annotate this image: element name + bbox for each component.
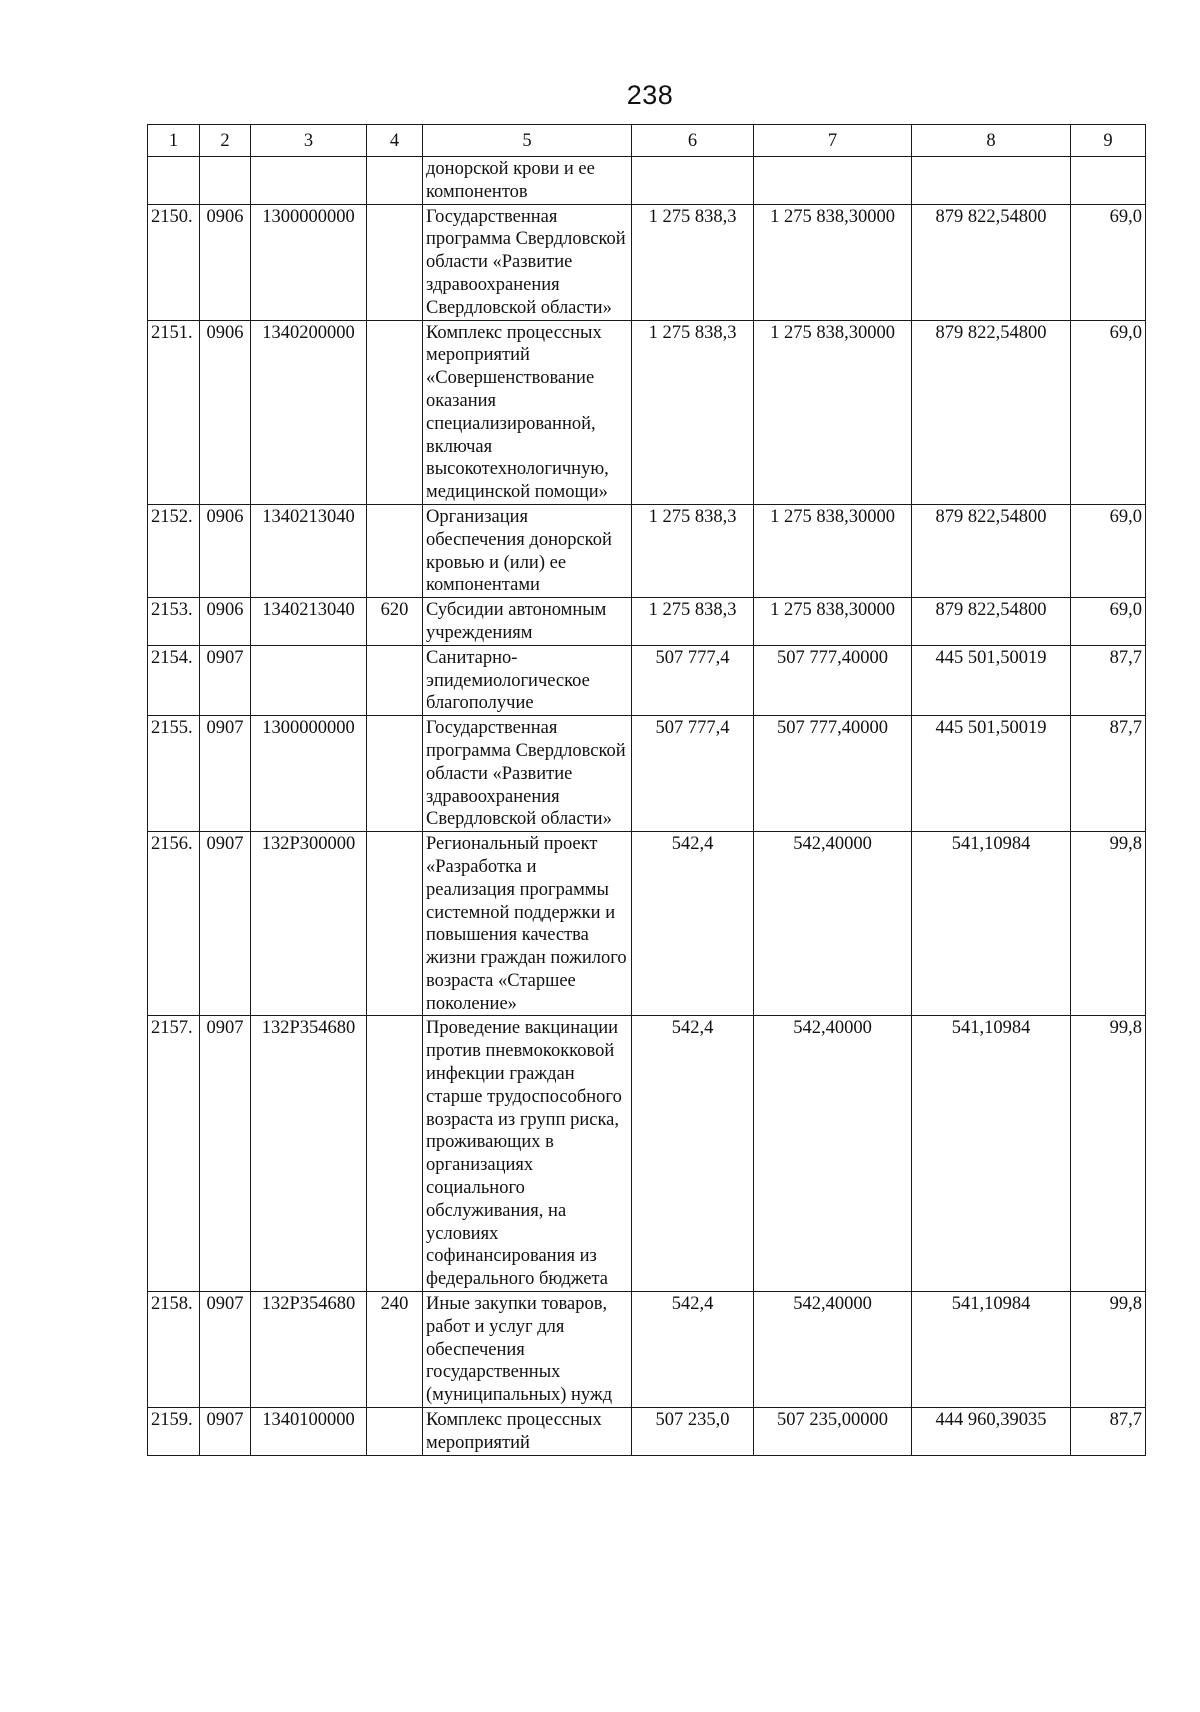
col-6-cell: 1 275 838,3 (632, 320, 754, 504)
target-code-cell: 1340213040 (251, 598, 367, 646)
row-number-cell: 2158. (148, 1292, 200, 1408)
expense-type-cell (367, 716, 423, 832)
section-code-cell: 0906 (200, 320, 251, 504)
expense-type-cell (367, 204, 423, 320)
col-7-cell (754, 157, 912, 205)
col-9-cell: 69,0 (1071, 598, 1146, 646)
target-code-cell: 132P354680 (251, 1016, 367, 1292)
column-header: 6 (632, 125, 754, 157)
row-number-cell: 2150. (148, 204, 200, 320)
column-header: 1 (148, 125, 200, 157)
row-number-cell: 2157. (148, 1016, 200, 1292)
col-6-cell: 542,4 (632, 1016, 754, 1292)
col-9-cell: 99,8 (1071, 1016, 1146, 1292)
name-cell: Региональный проект «Разработка и реализация программы системной поддержки и повышения качества жизни граждан пожилого возраста «Старшее поколение» (423, 832, 632, 1016)
name-cell: донорской крови и ее компонентов (423, 157, 632, 205)
column-header: 5 (423, 125, 632, 157)
expense-type-cell (367, 1408, 423, 1456)
row-number-cell: 2153. (148, 598, 200, 646)
expense-type-cell (367, 157, 423, 205)
col-9-cell: 87,7 (1071, 716, 1146, 832)
section-code-cell: 0906 (200, 598, 251, 646)
col-6-cell: 507 235,0 (632, 1408, 754, 1456)
col-7-cell: 1 275 838,30000 (754, 320, 912, 504)
col-8-cell: 541,10984 (912, 1292, 1071, 1408)
name-cell: Иные закупки товаров, работ и услуг для обеспечения государственных (муниципальных) нужд (423, 1292, 632, 1408)
section-code-cell (200, 157, 251, 205)
col-8-cell: 879 822,54800 (912, 320, 1071, 504)
target-code-cell: 1300000000 (251, 204, 367, 320)
col-9-cell (1071, 157, 1146, 205)
col-8-cell: 879 822,54800 (912, 598, 1071, 646)
budget-table (147, 124, 1146, 1456)
col-6-cell: 1 275 838,3 (632, 504, 754, 597)
section-code-cell: 0907 (200, 1016, 251, 1292)
col-7-cell: 1 275 838,30000 (754, 598, 912, 646)
col-8-cell: 541,10984 (912, 832, 1071, 1016)
col-9-cell: 69,0 (1071, 204, 1146, 320)
table-row (148, 645, 1146, 715)
col-9-cell: 99,8 (1071, 832, 1146, 1016)
table-row (148, 1016, 1146, 1292)
col-9-cell: 69,0 (1071, 320, 1146, 504)
col-8-cell: 445 501,50019 (912, 716, 1071, 832)
col-9-cell: 99,8 (1071, 1292, 1146, 1408)
target-code-cell: 1300000000 (251, 716, 367, 832)
column-header: 2 (200, 125, 251, 157)
name-cell: Санитарно-эпидемиологическое благополучие (423, 645, 632, 715)
expense-type-cell (367, 504, 423, 597)
table-row (148, 716, 1146, 832)
section-code-cell: 0907 (200, 645, 251, 715)
target-code-cell: 1340200000 (251, 320, 367, 504)
column-header: 9 (1071, 125, 1146, 157)
expense-type-cell: 620 (367, 598, 423, 646)
col-6-cell (632, 157, 754, 205)
col-6-cell: 1 275 838,3 (632, 598, 754, 646)
target-code-cell (251, 157, 367, 205)
page-number: 238 (626, 80, 674, 110)
table-row (148, 320, 1146, 504)
target-code-cell: 132P354680 (251, 1292, 367, 1408)
column-header: 7 (754, 125, 912, 157)
section-code-cell: 0907 (200, 832, 251, 1016)
col-9-cell: 87,7 (1071, 645, 1146, 715)
target-code-cell (251, 645, 367, 715)
col-8-cell: 445 501,50019 (912, 645, 1071, 715)
name-cell: Организация обеспечения донорской кровью и (или) ее компонентами (423, 504, 632, 597)
col-6-cell: 1 275 838,3 (632, 204, 754, 320)
col-8-cell (912, 157, 1071, 205)
table-row (148, 204, 1146, 320)
row-number-cell (148, 157, 200, 205)
name-cell: Комплекс процессных мероприятий «Совершенствование оказания специализированной, включая высокотехнологичную, медицинской помощи» (423, 320, 632, 504)
header-row (148, 125, 1146, 157)
name-cell: Проведение вакцинации против пневмококковой инфекции граждан старше трудоспособного возраста из групп риска, проживающих в организациях социального обслуживания, на условиях софинансирования из федерального бюджета (423, 1016, 632, 1292)
col-8-cell: 879 822,54800 (912, 204, 1071, 320)
row-number-cell: 2151. (148, 320, 200, 504)
expense-type-cell (367, 832, 423, 1016)
col-7-cell: 507 777,40000 (754, 645, 912, 715)
section-code-cell: 0907 (200, 716, 251, 832)
col-7-cell: 542,40000 (754, 1016, 912, 1292)
name-cell: Комплекс процессных мероприятий (423, 1408, 632, 1456)
table-row (148, 1292, 1146, 1408)
row-number-cell: 2154. (148, 645, 200, 715)
section-code-cell: 0906 (200, 504, 251, 597)
expense-type-cell: 240 (367, 1292, 423, 1408)
table-row (148, 157, 1146, 205)
table-row (148, 832, 1146, 1016)
col-7-cell: 507 235,00000 (754, 1408, 912, 1456)
table-row (148, 504, 1146, 597)
target-code-cell: 1340213040 (251, 504, 367, 597)
section-code-cell: 0907 (200, 1292, 251, 1408)
row-number-cell: 2155. (148, 716, 200, 832)
col-6-cell: 542,4 (632, 1292, 754, 1408)
target-code-cell: 132P300000 (251, 832, 367, 1016)
table-row (148, 1408, 1146, 1456)
col-8-cell: 879 822,54800 (912, 504, 1071, 597)
col-8-cell: 444 960,39035 (912, 1408, 1071, 1456)
name-cell: Государственная программа Свердловской области «Развитие здравоохранения Свердловской области» (423, 716, 632, 832)
section-code-cell: 0907 (200, 1408, 251, 1456)
expense-type-cell (367, 1016, 423, 1292)
expense-type-cell (367, 645, 423, 715)
col-6-cell: 507 777,4 (632, 716, 754, 832)
col-9-cell: 87,7 (1071, 1408, 1146, 1456)
col-7-cell: 1 275 838,30000 (754, 504, 912, 597)
row-number-cell: 2156. (148, 832, 200, 1016)
col-9-cell: 69,0 (1071, 504, 1146, 597)
column-header: 8 (912, 125, 1071, 157)
row-number-cell: 2152. (148, 504, 200, 597)
col-7-cell: 507 777,40000 (754, 716, 912, 832)
row-number-cell: 2159. (148, 1408, 200, 1456)
col-7-cell: 542,40000 (754, 1292, 912, 1408)
col-8-cell: 541,10984 (912, 1016, 1071, 1292)
table-row (148, 598, 1146, 646)
name-cell: Государственная программа Свердловской области «Развитие здравоохранения Свердловской области» (423, 204, 632, 320)
name-cell: Субсидии автономным учреждениям (423, 598, 632, 646)
col-7-cell: 1 275 838,30000 (754, 204, 912, 320)
section-code-cell: 0906 (200, 204, 251, 320)
column-header: 4 (367, 125, 423, 157)
col-6-cell: 542,4 (632, 832, 754, 1016)
column-header: 3 (251, 125, 367, 157)
expense-type-cell (367, 320, 423, 504)
col-6-cell: 507 777,4 (632, 645, 754, 715)
target-code-cell: 1340100000 (251, 1408, 367, 1456)
col-7-cell: 542,40000 (754, 832, 912, 1016)
